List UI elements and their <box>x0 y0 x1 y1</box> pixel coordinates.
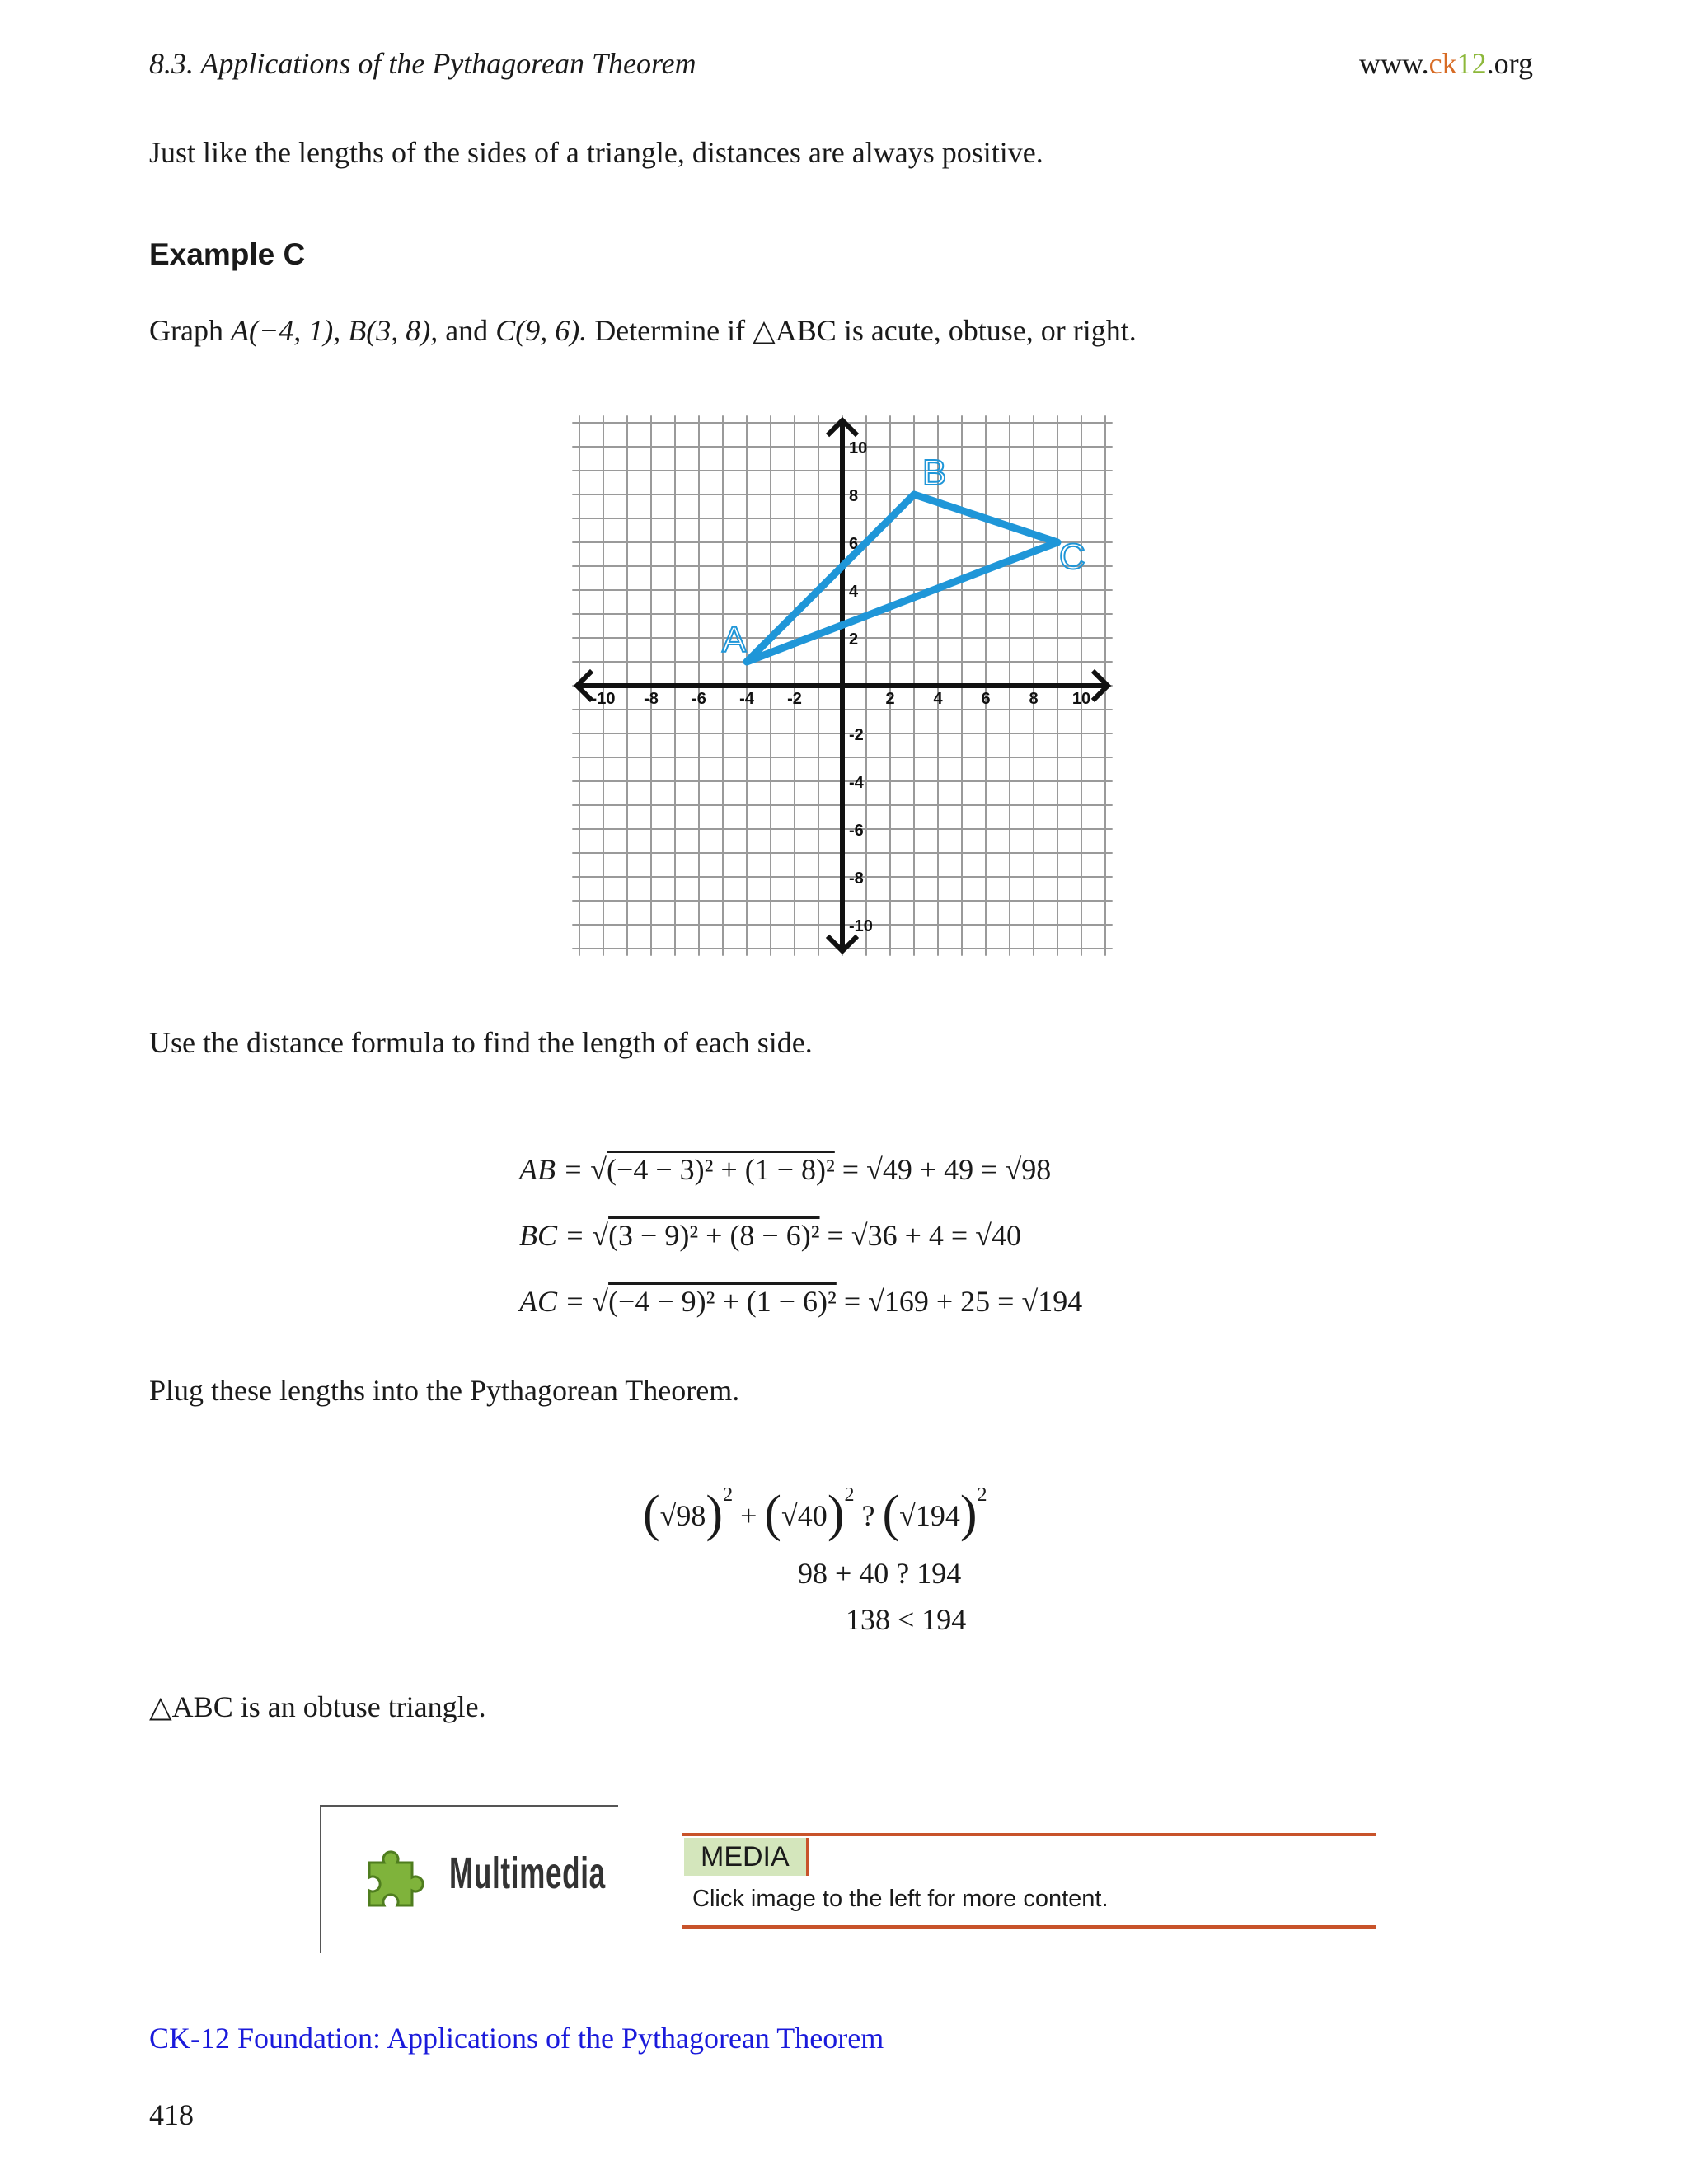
page-number: 418 <box>149 2098 194 2131</box>
x-tick-label: 8 <box>1029 690 1039 708</box>
y-tick-label: -2 <box>849 726 864 744</box>
distance-eq-ab: AB = √(−4 − 3)² + (1 − 8)² = √49 + 49 = √98 <box>519 1153 1052 1186</box>
x-tick-label: 6 <box>981 690 991 708</box>
x-tick-label: -6 <box>692 690 706 708</box>
pythag-equation: $(√98)^2 + (√40)^2$ ? $(√194)^2$ <box>643 1484 987 1542</box>
conclusion: △ABC is an obtuse triangle. <box>149 1690 486 1723</box>
pythag-result-line: 138 < 194 <box>846 1603 967 1636</box>
y-tick-label: 2 <box>849 630 859 649</box>
y-tick-label: 6 <box>849 535 859 553</box>
running-header-site[interactable]: www.ck12.org <box>1359 47 1533 80</box>
vertex-label-b: B <box>922 452 947 493</box>
media-caption: Click image to the left for more content. <box>692 1886 1109 1912</box>
x-tick-label: -8 <box>644 690 659 708</box>
media-box <box>682 1833 1376 1929</box>
y-tick-label: -6 <box>849 822 864 840</box>
x-tick-label: 10 <box>1071 690 1091 708</box>
pythag-sum-line: 98 + 40 ? 194 <box>798 1557 962 1590</box>
x-tick-label: 4 <box>933 690 943 708</box>
coordinate-graph <box>569 396 1129 972</box>
multimedia-label: Multimedia <box>449 1849 606 1898</box>
foundation-link[interactable]: CK-12 Foundation: Applications of the Pythagorean Theorem <box>149 2022 884 2055</box>
y-tick-label: 4 <box>849 583 859 601</box>
triangle-abc <box>747 494 1057 662</box>
intro-paragraph: Just like the lengths of the sides of a triangle, distances are always positive. <box>149 136 1043 169</box>
y-tick-label: -10 <box>849 917 873 935</box>
y-tick-label: -4 <box>849 774 864 792</box>
example-heading: Example C <box>149 237 306 271</box>
step-distance-formula: Use the distance formula to find the length of each side. <box>149 1026 813 1059</box>
distance-eq-ac: AC = √(−4 − 9)² + (1 − 6)² = √169 + 25 = √194 <box>519 1285 1083 1318</box>
y-tick-label: -8 <box>849 869 864 888</box>
example-prompt: Graph A(−4, 1), B(3, 8), and C(9, 6). Determine if △ABC is acute, obtuse, or right. <box>149 314 1137 347</box>
vertex-label-a: A <box>722 620 747 660</box>
media-tag: MEDIA <box>684 1838 809 1876</box>
media-bottom-rule <box>682 1925 1376 1929</box>
running-header-section: 8.3. Applications of the Pythagorean Theorem <box>149 47 696 80</box>
x-tick-label: -10 <box>591 690 616 708</box>
x-tick-label: -4 <box>739 690 754 708</box>
puzzle-piece-icon <box>361 1844 435 1914</box>
y-tick-label: 10 <box>849 439 868 457</box>
x-tick-label: -2 <box>787 690 802 708</box>
media-top-rule <box>682 1833 1376 1836</box>
step-plug-in: Plug these lengths into the Pythagorean Theorem. <box>149 1374 740 1407</box>
multimedia-image[interactable] <box>320 1805 618 1953</box>
y-tick-label: 8 <box>849 487 859 505</box>
x-tick-label: 2 <box>885 690 895 708</box>
vertex-label-c: C <box>1059 537 1085 577</box>
distance-eq-bc: BC = √(3 − 9)² + (8 − 6)² = √36 + 4 = √40 <box>519 1219 1021 1252</box>
